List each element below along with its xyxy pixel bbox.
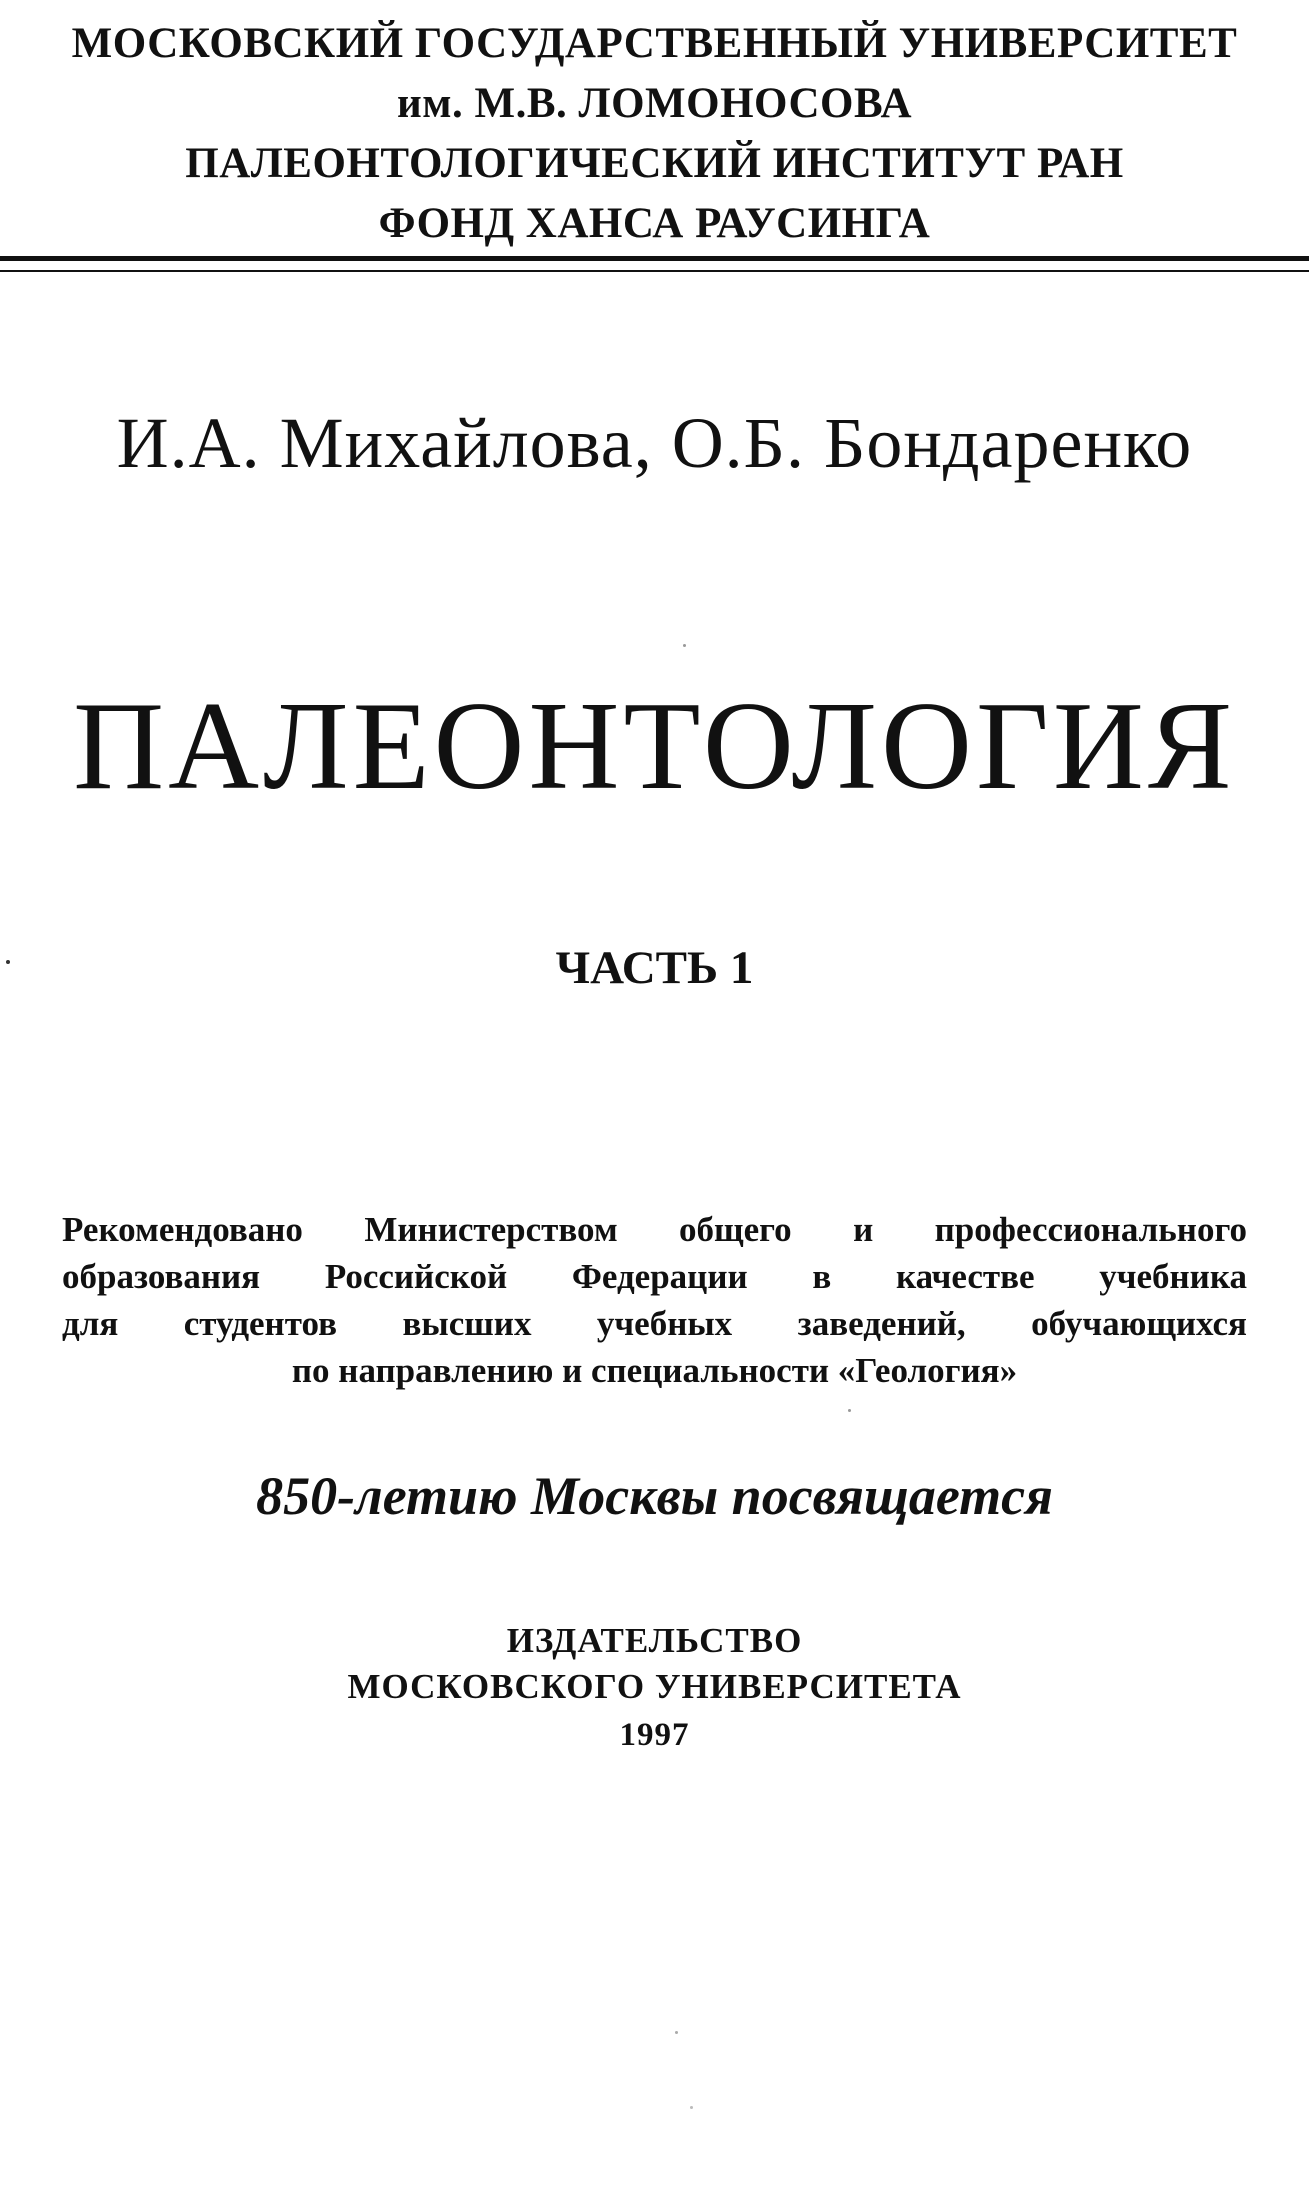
authors: И.А. Михайлова, О.Б. Бондаренко	[116, 403, 1193, 483]
recommendation-line-2: образования Российской Федерации в качестве учебника	[62, 1257, 1247, 1296]
publisher-line-2: МОСКОВСКОГО УНИВЕРСИТЕТА	[347, 1667, 962, 1706]
scan-speck	[848, 1409, 851, 1412]
recommendation-line-4: по направлению и специальности «Геология»	[291, 1351, 1018, 1390]
institution-line-1: МОСКОВСКИЙ ГОСУДАРСТВЕННЫЙ УНИВЕРСИТЕТ	[71, 20, 1238, 67]
scan-speck	[690, 2106, 693, 2109]
scan-speck	[675, 2031, 678, 2034]
recommendation-line-3: для студентов высших учебных заведений, обучающихся	[62, 1304, 1247, 1343]
publication-year: 1997	[619, 1717, 690, 1753]
header-divider-thick	[0, 256, 1309, 261]
recommendation-line-1: Рекомендовано Министерством общего и профессионального	[62, 1210, 1247, 1249]
recommendation-text	[62, 1206, 1247, 1394]
institution-line-4: ФОНД ХАНСА РАУСИНГА	[378, 200, 931, 247]
institution-line-2: им. М.В. ЛОМОНОСОВА	[396, 80, 913, 127]
institution-line-3: ПАЛЕОНТОЛОГИЧЕСКИЙ ИНСТИТУТ РАН	[185, 140, 1124, 187]
header-divider-thin	[0, 270, 1309, 272]
part-number: ЧАСТЬ 1	[555, 942, 754, 994]
book-title: ПАЛЕОНТОЛОГИЯ	[73, 677, 1236, 816]
dedication: 850-летию Москвы посвящается	[256, 1466, 1053, 1526]
publisher-line-1: ИЗДАТЕЛЬСТВО	[506, 1621, 803, 1660]
scan-speck	[6, 960, 10, 964]
scan-speck	[683, 644, 686, 647]
